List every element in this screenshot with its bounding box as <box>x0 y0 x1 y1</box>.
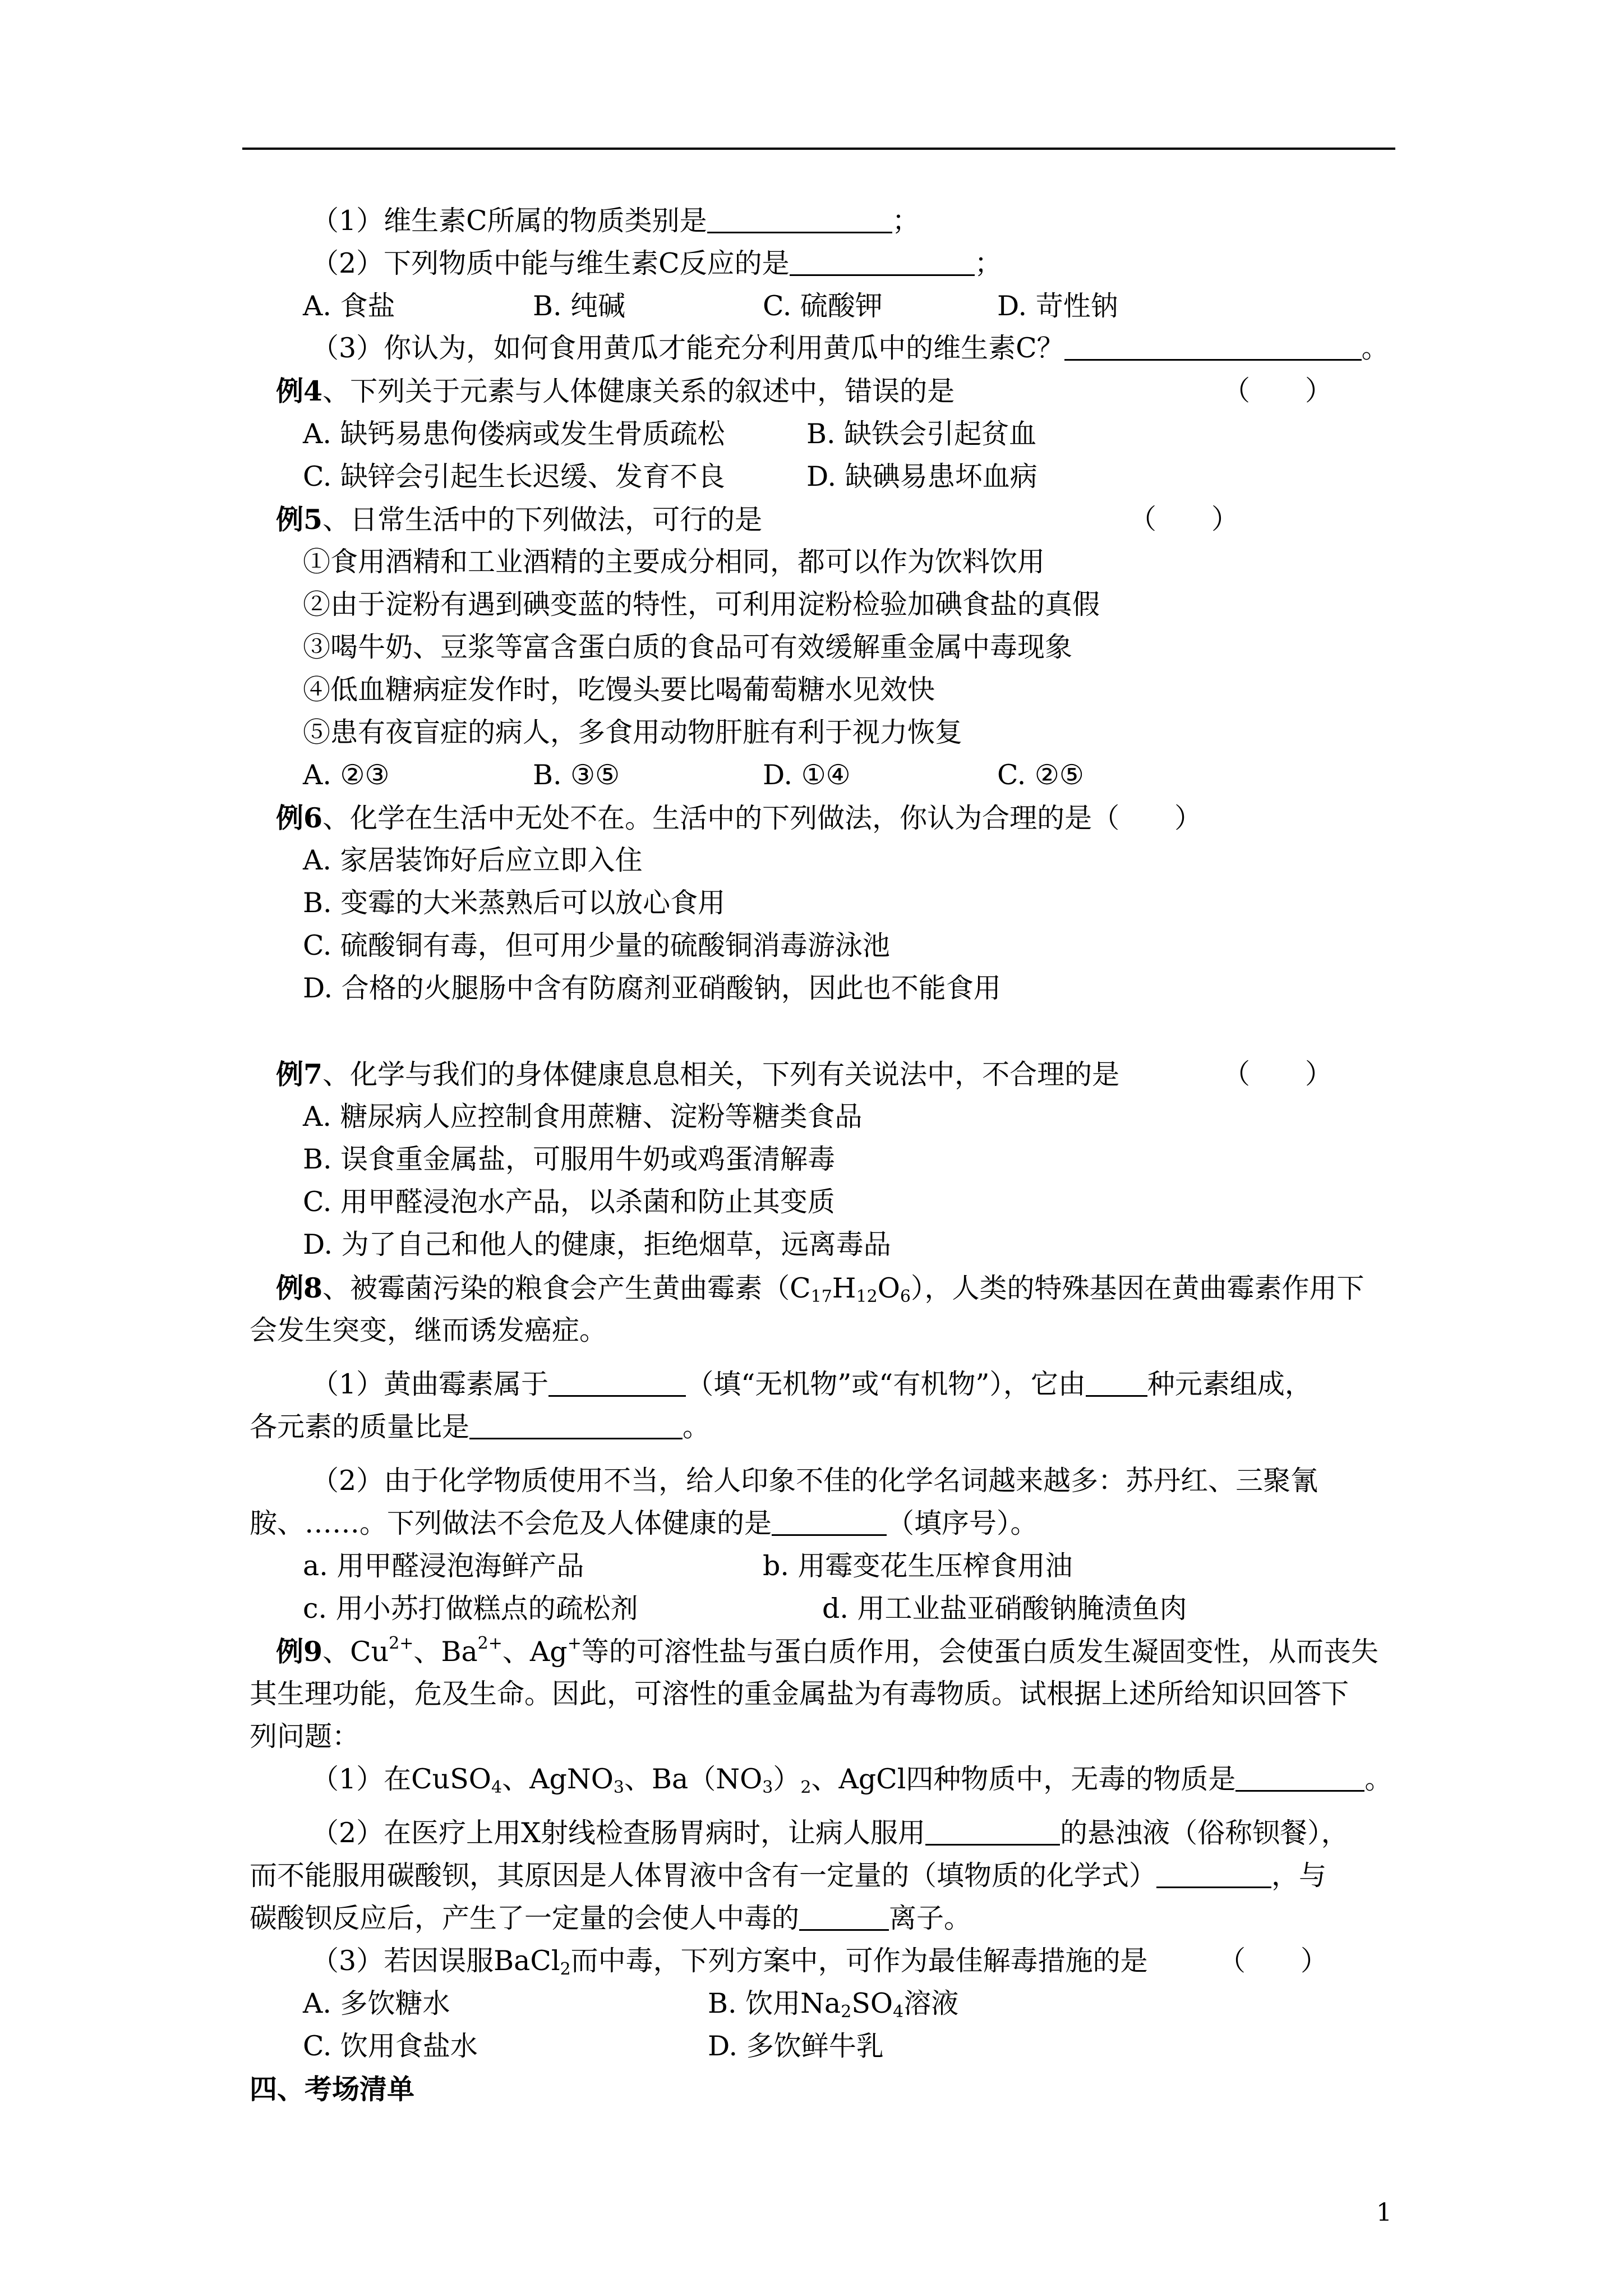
example-5-item: ①食用酒精和工业酒精的主要成分相同，都可以作为饮料饮用 <box>303 546 1045 578</box>
example-5-stem: 例5、日常生活中的下列做法，可行的是 <box>276 503 763 536</box>
example-6-stem: 例6、化学在生活中无处不在。生活中的下列做法，你认为合理的是（ ） <box>276 802 1202 834</box>
example-9-sub3: （3）若因误服BaCl$_2$而中毒，下列方案中，可作为最佳解毒措施的是 <box>311 1945 1148 1979</box>
answer-blank[interactable] <box>925 1819 1060 1846</box>
example-7-stem: 例7、化学与我们的身体健康息息相关，下列有关说法中，不合理的是 <box>276 1058 1120 1091</box>
example-5-option: D. ①④ <box>763 759 851 791</box>
page-number: 1 <box>1376 2198 1392 2227</box>
example-4-stem: 例4、下列关于元素与人体健康关系的叙述中，错误的是 <box>276 375 955 407</box>
example-8-option-d: d. 用工业盐亚硝酸钠腌渍鱼肉 <box>822 1593 1187 1625</box>
example-9-answer-paren: （ ） <box>1218 1945 1329 1977</box>
q3-option-b: B. 纯碱 <box>533 290 626 322</box>
example-5-item: ④低血糖病症发作时，吃馒头要比喝葡萄糖水见效快 <box>303 674 935 706</box>
example-9-option-b: B. 饮用$Na_2SO_4$溶液 <box>708 1987 959 2022</box>
q3-sub2: （2）下列物质中能与维生素C反应的是 ； <box>311 247 1002 279</box>
example-9-sub2-cont: 而不能服用碳酸钡，其原因是人体胃液中含有一定量的（填物质的化学式） ，与 <box>250 1860 1327 1892</box>
example-7-option-b: B. 误食重金属盐，可服用牛奶或鸡蛋清解毒 <box>303 1143 836 1175</box>
example-4-option-c: C. 缺锌会引起生长迟缓、发育不良 <box>303 461 725 493</box>
header-rule <box>242 148 1395 150</box>
example-8-option-a: a. 用甲醛浸泡海鲜产品 <box>303 1550 584 1582</box>
answer-blank[interactable] <box>799 1904 889 1931</box>
q3-option-c: C. 硫酸钾 <box>763 290 883 322</box>
example-7-answer-paren: （ ） <box>1223 1058 1333 1090</box>
example-7-option-d: D. 为了自己和他人的健康，拒绝烟草，远离毒品 <box>303 1228 891 1260</box>
example-9-sub1: （1）在CuSO$_4$、AgNO$_3$、$Ba(NO_3)_2$、AgCl四种物质中，无毒的物质是 。 <box>311 1763 1393 1797</box>
answer-blank[interactable] <box>1086 1370 1147 1397</box>
example-9-stem: 例9、$Cu^{2+}$、$Ba^{2+}$、Ag+等的可溶性盐与蛋白质作用，会使蛋白质发生凝固变性，从而丧失 <box>276 1634 1378 1668</box>
example-5-option: B. ③⑤ <box>533 759 620 791</box>
example-9-sub2: （2）在医疗上用X射线检查肠胃病时，让病人服用 的悬浊液（俗称钡餐）， <box>311 1817 1349 1849</box>
example-5-item: ③喝牛奶、豆浆等富含蛋白质的食品可有效缓解重金属中毒现象 <box>303 631 1073 663</box>
example-4-answer-paren: （ ） <box>1223 375 1333 407</box>
example-9-sub2-cont: 碳酸钡反应后，产生了一定量的会使人中毒的 离子。 <box>250 1902 972 1934</box>
answer-blank[interactable] <box>469 1413 683 1439</box>
example-4-option-a: A. 缺钙易患佝偻病或发生骨质疏松 <box>303 418 725 450</box>
answer-blank[interactable] <box>1064 334 1362 361</box>
example-9-option-a: A. 多饮糖水 <box>303 1987 450 2019</box>
example-9-stem-cont: 列问题： <box>250 1720 360 1752</box>
example-6-option-d: D. 合格的火腿肠中含有防腐剂亚硝酸钠，因此也不能食用 <box>303 972 1001 1004</box>
example-5-item: ⑤患有夜盲症的病人，多食用动物肝脏有利于视力恢复 <box>303 716 963 748</box>
example-5-option: A. ②③ <box>303 759 390 791</box>
section-heading: 四、考场清单 <box>250 2073 415 2105</box>
example-8-stem-cont: 会发生突变，继而诱发癌症。 <box>250 1314 607 1346</box>
answer-blank[interactable] <box>772 1510 887 1536</box>
answer-blank[interactable] <box>548 1370 686 1397</box>
example-5-option: C. ②⑤ <box>997 759 1084 791</box>
q3-sub1: （1）维生素C所属的物质类别是 ； <box>311 205 920 237</box>
answer-blank[interactable] <box>790 250 975 276</box>
q3-sub3: （3）你认为，如何食用黄瓜才能充分利用黄瓜中的维生素C？ 。 <box>311 332 1389 364</box>
example-5-answer-paren: （ ） <box>1129 503 1239 535</box>
example-6-option-a: A. 家居装饰好后应立即入住 <box>303 844 643 876</box>
example-8-sub1-cont: 各元素的质量比是 。 <box>250 1411 711 1443</box>
example-8-option-b: b. 用霉变花生压榨食用油 <box>763 1550 1073 1582</box>
example-7-option-a: A. 糖尿病人应控制食用蔗糖、淀粉等糖类食品 <box>303 1101 863 1133</box>
example-8-sub2: （2）由于化学物质使用不当，给人印象不佳的化学名词越来越多：苏丹红、三聚氰 <box>311 1465 1318 1497</box>
q3-option-a: A. 食盐 <box>303 290 395 322</box>
example-7-option-c: C. 用甲醛浸泡水产品，以杀菌和防止其变质 <box>303 1186 835 1218</box>
example-6-option-c: C. 硫酸铜有毒，但可用少量的硫酸铜消毒游泳池 <box>303 930 890 961</box>
answer-blank[interactable] <box>1156 1862 1271 1888</box>
example-8-stem: 例8、被霉菌污染的粮食会产生黄曲霉素$(C_{17}H_{12}O_6)$，人类的特殊基因在黄曲霉素作用下 <box>276 1272 1364 1306</box>
example-9-stem-cont: 其生理功能，危及生命。因此，可溶性的重金属盐为有毒物质。试根据上述所给知识回答下 <box>250 1678 1349 1710</box>
example-9-option-c: C. 饮用食盐水 <box>303 2030 478 2062</box>
example-6-option-b: B. 变霉的大米蒸熟后可以放心食用 <box>303 887 726 919</box>
example-4-option-d: D. 缺碘易患坏血病 <box>806 461 1038 493</box>
answer-blank[interactable] <box>1235 1765 1364 1792</box>
example-8-option-c: c. 用小苏打做糕点的疏松剂 <box>303 1593 638 1625</box>
example-8-sub1: （1）黄曲霉素属于 （填“无机物”或“有机物”），它由 种元素组成， <box>311 1368 1312 1400</box>
example-8-sub2-cont: 胺、……。下列做法不会危及人体健康的是 （填序号）。 <box>250 1507 1038 1539</box>
example-4-option-b: B. 缺铁会引起贫血 <box>806 418 1037 450</box>
example-5-item: ②由于淀粉有遇到碘变蓝的特性，可利用淀粉检验加碘食盐的真假 <box>303 588 1100 620</box>
q3-option-d: D. 苛性钠 <box>997 290 1118 322</box>
example-9-option-d: D. 多饮鲜牛乳 <box>708 2030 884 2062</box>
answer-blank[interactable] <box>707 207 892 233</box>
